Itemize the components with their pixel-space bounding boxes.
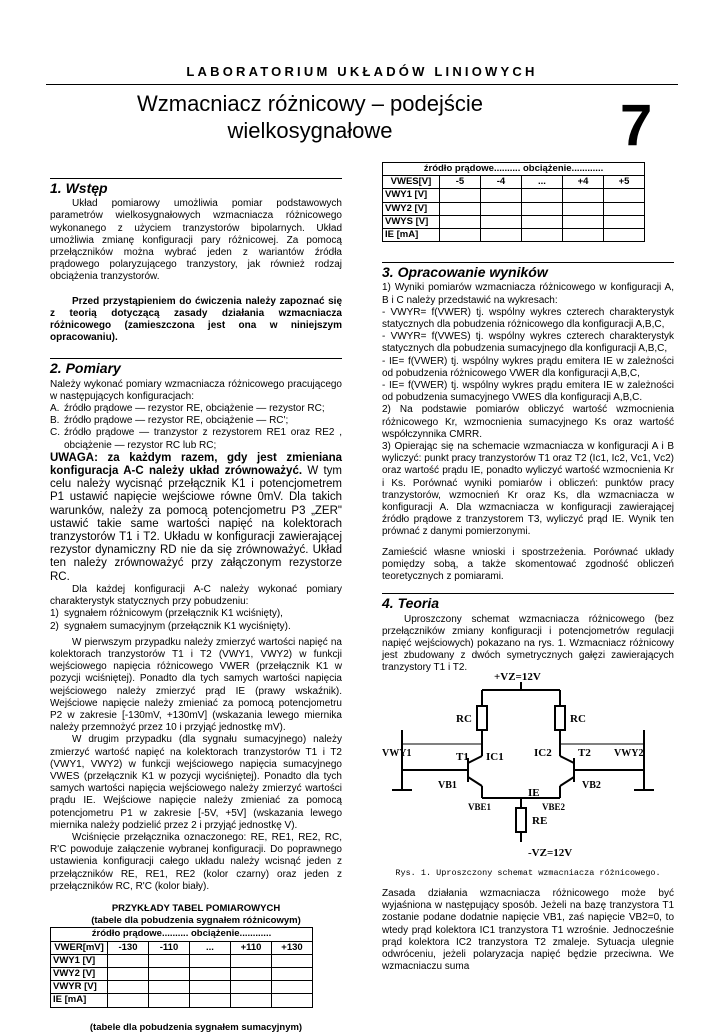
table-row: VWY1 [V] bbox=[51, 954, 313, 967]
table-row: VWYS [V] bbox=[383, 215, 645, 228]
s2-paragraph-5: Wciśnięcie przełącznika oznaczonego: RE, RE1, RE2, RC, R'C powoduje załączenie wybranej konfiguracji. Do poprawnego ustawienia konfiguracji całego układu należy wcisnąć jeden z przełączników RE, RE1, RE2 (kolor czarny) oraz jeden z przełączników RC, R'C (kolor biały). bbox=[50, 831, 342, 892]
t1-label: T1 bbox=[456, 751, 469, 763]
re-label: RE bbox=[532, 815, 548, 827]
section-2-heading: 2. Pomiary bbox=[50, 358, 342, 374]
vwy1-label: VWY1 bbox=[382, 748, 412, 759]
s4-paragraph-2: Zasada działania wzmacniacza różnicowego może być wyjaśniona w następujący sposób. Jeżeli na bazę tranzystora T1 zostanie podane dodatnie napięcie VB1, zaś napięcie VB2=0, to wtedy prąd kolektora IC1 tranzystora T1 wzrośnie. Jednocześnie prąd kolektora IC2 tranzystora T2 zmaleje. Sytuacja ulegnie odwróceniu, jeżeli polaryzacja napięć będzie przeciwna. We wzmacniaczu suma bbox=[382, 888, 674, 973]
s3-paragraph-7: 3) Opierając się na schemacie wzmacniacza w konfiguracji A i B wyliczyć: punkt pracy tranzystorów T1 oraz T2 (Ic1, Ic2, Vc1, Vc2) oraz wartość prądu IE, ponadto wyliczyć wartość wzmocnienia Kr i Ks. Porównać wyniki pomiarów i obliczeń: punktów pracy tranzystorów, wzmocnień Kr oraz Ks, dla wzmacniacza w konfiguracji A. Dla wzmacniacza w konfiguracji zawierającej źródło prądowe z tranzystorem T3, wyliczyć prąd IE. Wynik ten prównać z danymi pomierzonymi. bbox=[382, 441, 674, 538]
vcc-label: +VZ=12V bbox=[494, 671, 541, 683]
section-3-heading: 3. Opracowanie wyników bbox=[382, 262, 674, 278]
table-row: VWY1 [V] bbox=[383, 189, 645, 202]
s3-paragraph-8: Zamieścić własne wnioski i spostrzeżenia. Porównać układy pomiędzy sobą, a także skomentować zgodność obliczeń teoretycznych z pomiarami. bbox=[382, 546, 674, 583]
list-item: 1) sygnałem różnicowym (przełącznik K1 wciśnięty), bbox=[50, 608, 283, 620]
rc-left-label: RC bbox=[456, 713, 472, 725]
list-item: A. źródło prądowe — rezystor RE, obciążenie — rezystor RC; bbox=[50, 403, 325, 415]
right-column-bottom bbox=[382, 888, 674, 973]
s3-paragraph-4: - IE= f(VWER) tj. wspólny wykres prądu emitera IE w zależności od pobudzenia różnicowego VWER dla konfiguracji A,B,C, bbox=[382, 355, 674, 379]
t2-label: T2 bbox=[578, 747, 591, 759]
list-item: C. źródło prądowe — tranzystor z rezystorem RE1 oraz RE2 , obciążenie — rezystor RC lub RC; bbox=[50, 427, 342, 451]
s1-paragraph-1: Układ pomiarowy umożliwia pomiar podstawowych parametrów wielkosygnałowych wzmacniacza różnicowego wykonanego z użyciem tranzystorów bipolarnych. Układ umożliwia zmianę konfiguracji pary różnicowej. Za pomocą przełączników można wybrać jeden z wariantów źródła prądowego polaryzującego tranzystory, jak również rodzaj obciążenia tranzystorów. bbox=[50, 198, 342, 283]
table2 bbox=[382, 162, 645, 242]
table-row: VWES[V] -5 -4 ... +4 +5 bbox=[383, 176, 645, 189]
s1-paragraph-2: Przed przystąpieniem do ćwiczenia należy zapoznać się z teorią dotyczącą zasady działania wzmacniacza różnicowego (zamieszczona jest ona w niniejszym opracowaniu). bbox=[50, 295, 342, 344]
s3-paragraph-5: - IE= f(VWER) tj. wspólny wykres prądu emitera IE w zależności od pobudzenia sumacyjnego VWES dla konfiguracji A,B,C. bbox=[382, 380, 674, 404]
table2-src: źródło prądowe.......... obciążenie............ bbox=[383, 163, 645, 176]
vb2-label: VB2 bbox=[582, 780, 601, 791]
table-row: VWER[mV] -130 -110 ... +110 +130 bbox=[51, 941, 313, 954]
ie-label: IE bbox=[528, 787, 540, 799]
circuit-diagram bbox=[382, 660, 674, 860]
ic1-label: IC1 bbox=[486, 751, 504, 763]
s2-paragraph-2: Dla każdej konfiguracji A-C należy wykonać pomiary charakterystyk statycznych przy pobudzeniu: bbox=[50, 583, 342, 608]
main-title bbox=[60, 90, 560, 144]
s3-paragraph-1: 1) Wyniki pomiarów wzmacniacza różnicowego w konfiguracji A, B i C należy przedstawić na wykresach: bbox=[382, 282, 674, 306]
vwy2-label: VWY2 bbox=[614, 748, 644, 759]
vbe2-label: VBE2 bbox=[542, 802, 566, 812]
title-line1: Wzmacniacz różnicowy – podejście bbox=[136, 91, 484, 116]
s3-paragraph-6: 2) Na podstawie pomiarów obliczyć wartość wzmocnienia różnicowego Kr, wzmocnienia sumacyjnego Ks oraz wartość współczynnika CMRR. bbox=[382, 404, 674, 440]
section-1-heading: 1. Wstęp bbox=[50, 178, 342, 194]
table-row: IE [mA] bbox=[383, 229, 645, 242]
header-title: LABORATORIUM UKŁADÓW LINIOWYCH bbox=[186, 64, 538, 79]
table1 bbox=[50, 927, 313, 1007]
s4-paragraph-1: Uproszczony schemat wzmacniacza różnicowego (bez przełączników zmiany konfiguracji i potencjometrów regulacji napięć wejściowych) pokazano na rys. 1. Wzmacniacz różnicowy jest zbudowany z dwóch symetrycznych gałęzi zawierających tranzystory T1 i T2. bbox=[382, 613, 674, 674]
table1-src: źródło prądowe.......... obciążenie............ bbox=[51, 928, 313, 941]
table-row: VWYR [V] bbox=[51, 981, 313, 994]
vbe1-label: VBE1 bbox=[468, 802, 492, 812]
right-column bbox=[382, 162, 674, 675]
s2-paragraph-3: W pierwszym przypadku należy zmierzyć wartości napięć na kolektorach tranzystorów T1 i T2 (VWY1, VWY2) w funkcji wejściowego napięcia różnicowego VWER (przełącznik K1 w pozycji wciśniętej). Ponadto dla tych samych wartości napięcia wejściowego należy zmierzyć prąd IE (prawy wskaźnik). Wejściowe napięcie należy zmieniać za pomocą potencjometru P2 w zakresie [-130mV, +130mV] (wskazania lewego miernika należy przemnożyć przez 10 i przyjąć jednostkę mV). bbox=[50, 636, 342, 734]
table-row: VWY2 [V] bbox=[51, 967, 313, 980]
ic2-label: IC2 bbox=[534, 747, 552, 759]
vee-label: -VZ=12V bbox=[528, 847, 573, 859]
figure-caption: Rys. 1. Uproszczony schemat wzmacniacza różnicowego. bbox=[395, 868, 661, 878]
title-line2: wielkosygnałowe bbox=[227, 118, 393, 143]
table-row: VWY2 [V] bbox=[383, 202, 645, 215]
vb1-label: VB1 bbox=[438, 780, 457, 791]
s3-paragraph-2: - VWYR= f(VWER) tj. wspólny wykres czterech charakterystyk statycznych dla pobudzenia różnicowego dla konfiguracji A,B,C, bbox=[382, 306, 674, 331]
s3-paragraph-3: - VWYR= f(VWES) tj. wspólny wykres czterech charakterystyk statycznych dla pobudzenia sumacyjnego dla konfiguracji A,B,C, bbox=[382, 331, 674, 355]
table1-title: PRZYKŁADY TABEL POMIAROWYCH (tabele dla pobudzenia sygnałem różnicowym) bbox=[91, 902, 301, 927]
s2-paragraph-4: W drugim przypadku (dla sygnału sumacyjnego) należy zmierzyć wartość napięć na kolektorach tranzystorów T1 i T2 (VWY1, VWY2) w funkcji wejściowego napięcia sumacyjnego VWES (przełącznik K1 w pozycji wyciśniętej). Ponadto dla tych samych wartości napięcia wejściowego należy zmierzyć wartości prądu IE. Wejściowe napięcie należy zmieniać za pomocą potencjometru P1 w zakresie [-5V, +5V] (wskazania lewego miernika należy podzielić przez 2 i przyjąć jednostkę V). bbox=[50, 734, 342, 831]
rc-right-label: RC bbox=[570, 713, 586, 725]
chapter-number: 7 bbox=[620, 93, 653, 158]
table1-footer: (tabele dla pobudzenia sygnałem sumacyjnym) bbox=[89, 1021, 303, 1033]
s2-paragraph-1: Należy wykonać pomiary wzmacniacza różnicowego pracującego w następujących konfiguracjach: bbox=[50, 378, 342, 402]
circuit-wires bbox=[392, 682, 654, 842]
list-item: B. źródło prądowe — rezystor RE, obciążenie — RC'; bbox=[50, 415, 289, 427]
section-4-heading: 4. Teoria bbox=[382, 593, 674, 609]
list-item: 2) sygnałem sumacyjnym (przełącznik K1 wyciśnięty). bbox=[50, 620, 291, 632]
table-row: IE [mA] bbox=[51, 994, 313, 1007]
uwaga-paragraph: UWAGA: za każdym razem, gdy jest zmieniana konfiguracja A-C należy układ zrównoważyć. W tym celu należy wycisnąć przełącznik K1 i potencjometrem P1 ustawić napięcie wejściowe równe 0mV. Dla takich warunków, należy za pomocą potencjometru P3 „ZER" ustawić takie same wartości napięć na kolektorach tranzystorów T1 i T2. Układu w konfiguracji zawierającej rezystor dynamiczny RD nie da się zrównoważyć. Układ ten należy zrównoważyć przy załączonym rezystorze RC. bbox=[50, 451, 343, 583]
left-column bbox=[50, 178, 342, 1034]
header-rule bbox=[46, 84, 678, 85]
